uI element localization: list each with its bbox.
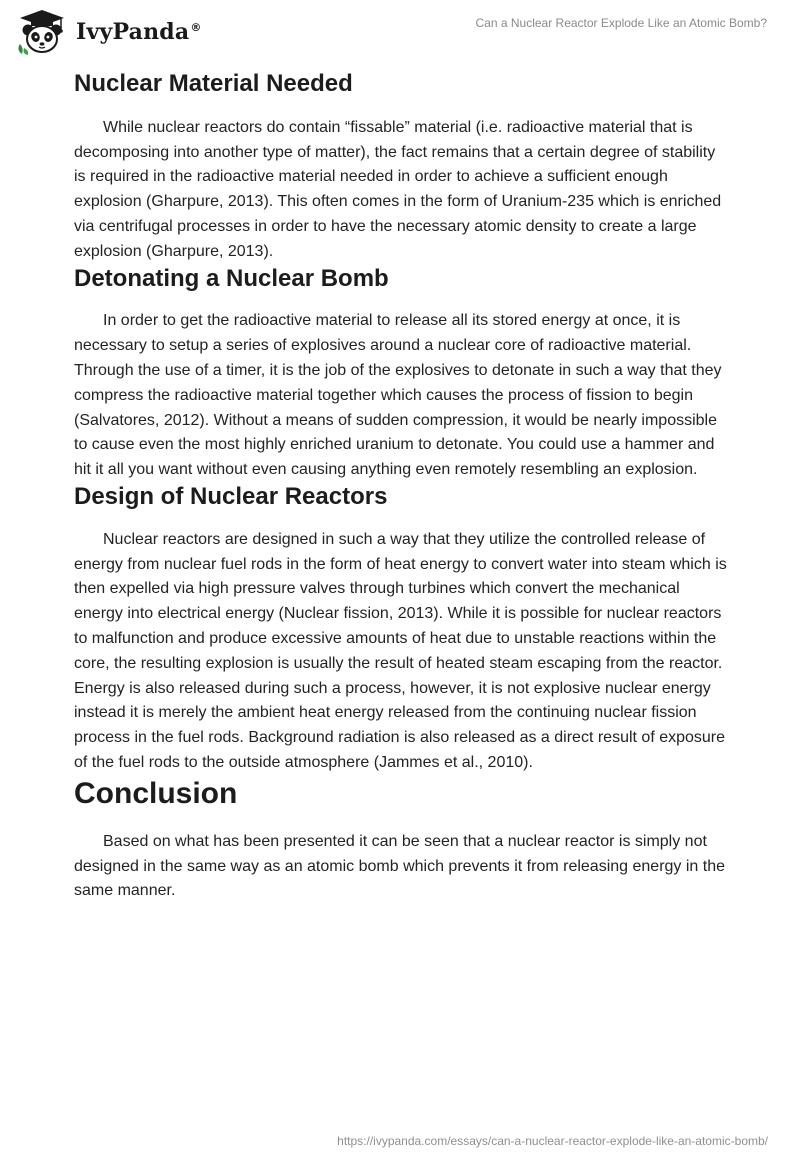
source-url[interactable]: https://ivypanda.com/essays/can-a-nuclear-reactor-explode-like-an-atomic-bomb/ [337, 1134, 768, 1148]
brand-name: IvyPanda® [76, 19, 202, 45]
section-heading-nuclear-material: Nuclear Material Needed [74, 70, 353, 97]
page-header [0, 0, 800, 62]
running-title: Can a Nuclear Reactor Explode Like an Atomic Bomb? [475, 16, 767, 30]
ivypanda-logo[interactable] [14, 8, 202, 56]
paragraph-reactor-design: Nuclear reactors are designed in such a way that they utilize the controlled release of energy from nuclear fuel rods in the form of heat energy to convert water into steam which is then expelled via high pressure valves through turbines which convert the mechanical energy into electrical energy (Nuclear fission, 2013). While it is possible for nuclear reactors to malfunction and produce excessive amounts of heat due to unstable reactions within the core, the resulting explosion is usually the result of heated steam escaping from the reactor. Energy is also released during such a process, however, it is not explosive nuclear energy instead it is merely the ambient heat energy released from the continuing nuclear fission process in the fuel rods. Background radiation is also released as a direct result of exposure of the fuel rods to the outside atmosphere (Jammes et al., 2010). [74, 530, 727, 771]
paragraph-nuclear-material: While nuclear reactors do contain “fissable” material (i.e. radioactive material that is decomposing into another type of matter), the fact remains that a certain degree of stability is required in the radioactive material needed in order to achieve a sufficient enough explosion (Gharpure, 2013). This often comes in the form of Uranium-235 which is enriched via centrifugal processes in order to have the necessary atomic density to create a large explosion (Gharpure, 2013). [74, 118, 722, 260]
panda-graduate-icon [14, 8, 70, 56]
section-heading-conclusion: Conclusion [74, 776, 238, 810]
essay-content [74, 70, 730, 904]
section-heading-detonating: Detonating a Nuclear Bomb [74, 264, 389, 292]
paragraph-detonating: In order to get the radioactive material to release all its stored energy at once, it is necessary to setup a series of explosives around a nuclear core of radioactive material. Through the use of a timer, it is the job of the explosives to detonate in such a way that they compress the radioactive material together which causes the process of fission to begin (Salvatores, 2012). Without a means of sudden compression, it would be nearly impossible to cause even the most highly enriched uranium to detonate. You could use a hammer and hit it all you want without even causing anything even remotely resembling an explosion. [74, 312, 722, 479]
paragraph-conclusion: Based on what has been presented it can be seen that a nuclear reactor is simply not designed in the same way as an atomic bomb which prevents it from releasing energy in the same manner. [74, 832, 726, 900]
registered-mark: ® [190, 20, 202, 34]
section-heading-reactor-design: Design of Nuclear Reactors [74, 482, 388, 510]
